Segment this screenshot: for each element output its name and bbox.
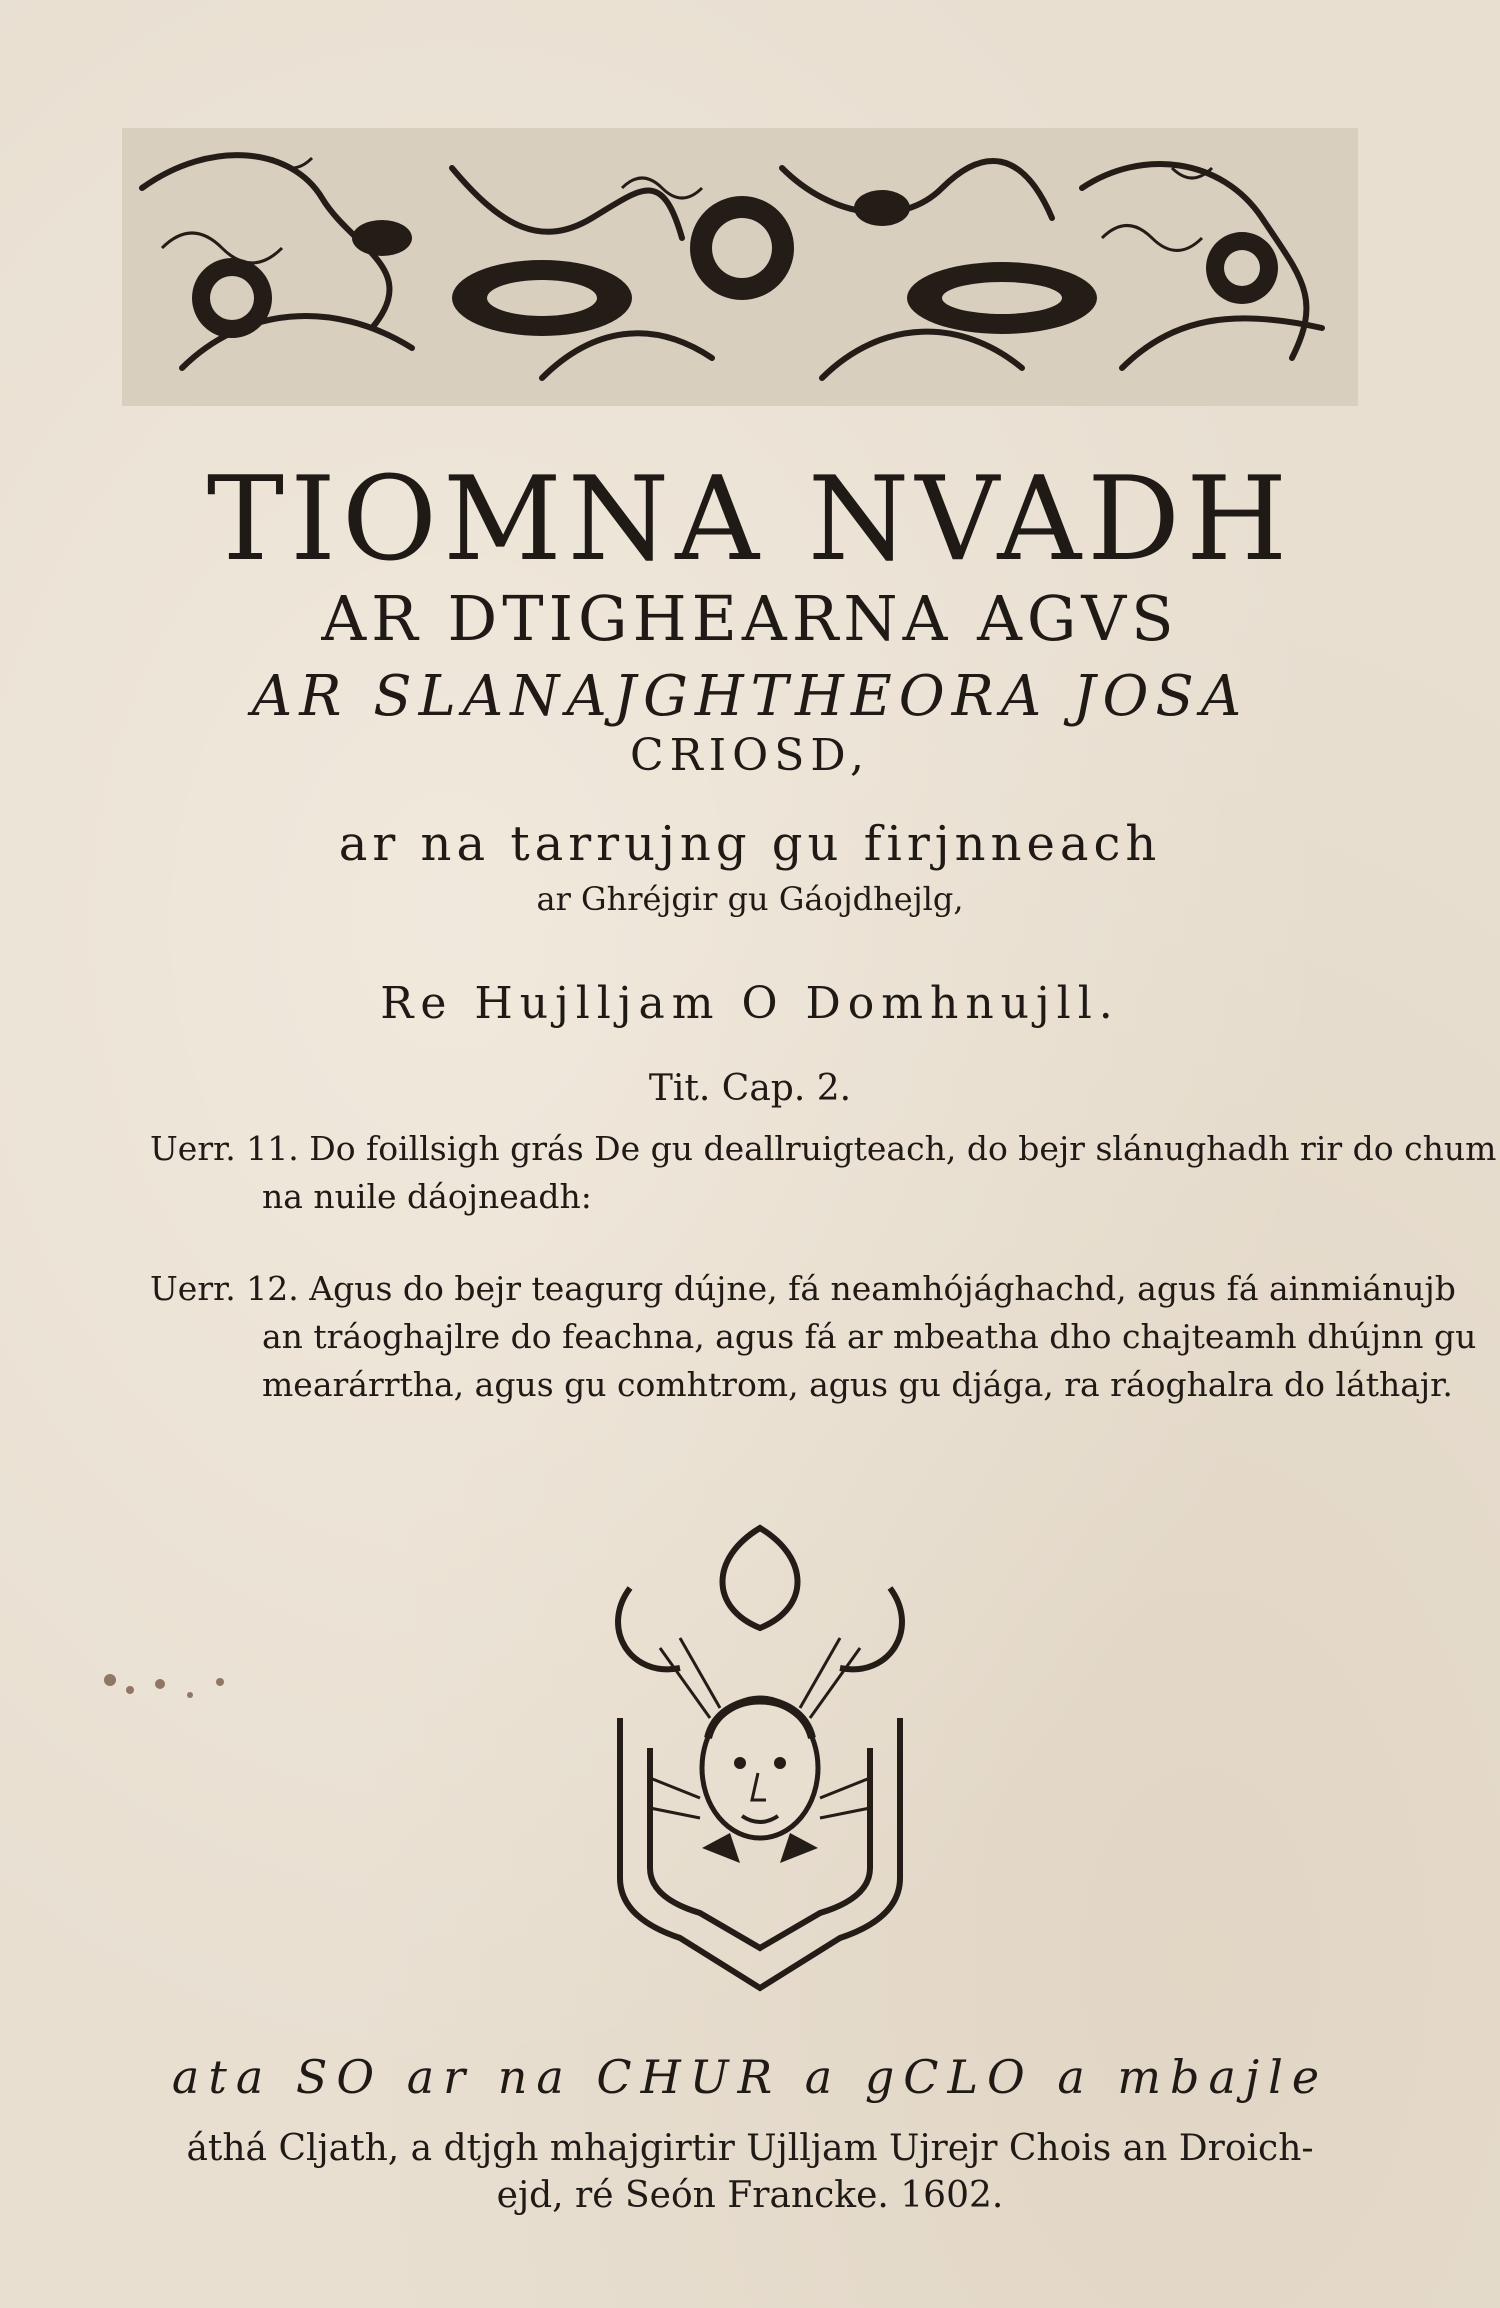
title-line-3: AR SLANAJGHTHEORA JOSA [251,664,1249,729]
verse-11 [150,1125,1500,1221]
verse-label: Uerr. 12. [150,1269,299,1308]
title-line-2: AR DTIGHEARNA AGVS [321,582,1179,655]
verse-text: Do foillsigh grás De gu deallruigteach, do bejr slánughadh rir do chum na nuile dáojneadh: [262,1129,1497,1216]
imprint-line-2: áthá Cljath, a dtjgh mhajgirtir Ujlljam Ujrejr Chois an Droich- [186,2128,1314,2169]
title-line-4: CRIOSD, [629,730,871,781]
scripture-reference: Tit. Cap. 2. [648,1068,852,1109]
imprint-line-3: ejd, ré Seón Francke. 1602. [496,2175,1004,2216]
woodcut-headpiece [122,128,1358,406]
verse-label: Uerr. 11. [150,1129,299,1168]
woodcut-tailpiece [590,1518,930,1998]
main-title: TIOMNA NVADH [206,452,1294,587]
verse-text: Agus do bejr teagurg dújne, fá neamhójághachd, agus fá ainmiánujb an tráoghajlre do feachna, agus fá ar mbeatha dho chajteamh dhújnn gu mearárrtha, agus gu comhtrom, agus gu djága, ra ráoghalra do láthajr. [262,1269,1477,1404]
translation-line-2: ar Ghréjgir gu Gáojdhejlg, [536,880,964,918]
paper-stain [90,1660,240,1720]
verse-12 [150,1265,1500,1409]
imprint-line-1: ata SO ar na CHUR a gCLO a mbajle [171,2050,1329,2104]
translation-line-1: ar na tarrujng gu firjnneach [338,816,1162,872]
translator-name: Re Hujlljam O Domhnujll. [380,978,1120,1029]
